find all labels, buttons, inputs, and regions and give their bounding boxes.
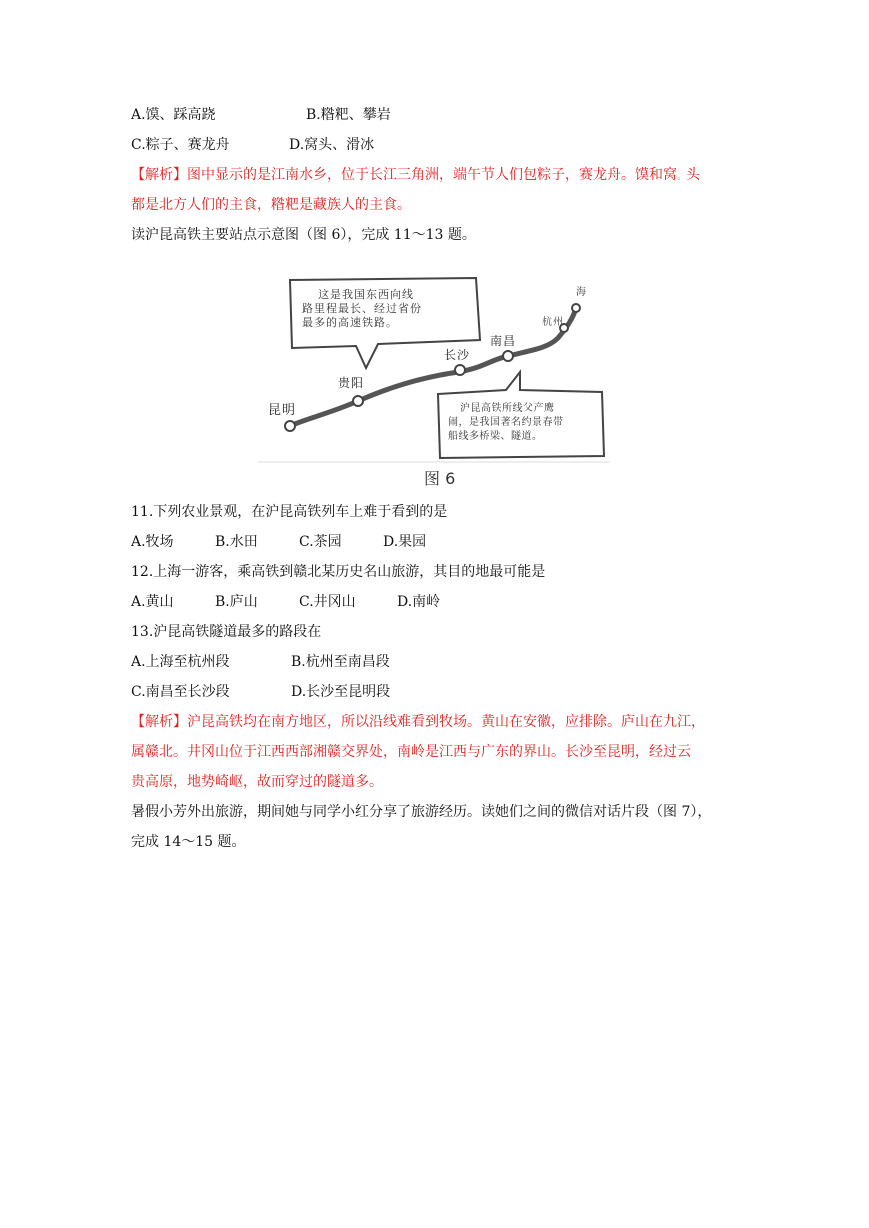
station-nanchang-dot <box>503 351 513 361</box>
analysis-1-line-2: 都是北方人们的主食，糌粑是藏族人的主食。 <box>131 197 411 213</box>
q10-option-a: A.馍、踩高跷 <box>131 107 216 123</box>
figure-caption: 图 6 <box>424 469 456 488</box>
analysis-label: 【解析】 <box>131 167 187 183</box>
q12-option-d: D.南岭 <box>397 594 441 610</box>
analysis-text: 图中显示的是江南水乡，位于长江三角洲，端午节人们包粽子，赛龙舟。馍和窝 <box>187 167 677 183</box>
q10-option-d: D.窝头、滑冰 <box>289 137 375 153</box>
station-shanghai-label: 海 <box>576 287 587 298</box>
q12-option-c: C.井冈山 <box>299 594 356 610</box>
bubble-bottom-line-1: 沪昆高铁所线父产鹰 <box>460 403 555 414</box>
analysis-dot: 。 <box>677 172 687 182</box>
q11-option-a: A.牧场 <box>131 534 174 550</box>
q12-option-b: B.庐山 <box>215 594 258 610</box>
bubble-top-text <box>302 288 478 330</box>
q13-option-a: A.上海至杭州段 <box>131 654 230 670</box>
station-kunming-dot <box>285 421 295 431</box>
q11-option-d: D.果园 <box>383 534 427 550</box>
station-changsha-label: 长沙 <box>444 348 471 362</box>
station-changsha-dot <box>455 365 465 375</box>
analysis-2-line-2: 属赣北。井冈山位于江西西部湘赣交界处，南岭是江西与广东的界山。长沙至昆明，经过云 <box>131 744 691 760</box>
intro-q11-13: 读沪昆高铁主要站点示意图（图 6），完成 11～13 题。 <box>131 227 476 243</box>
q10-option-c: C.粽子、赛龙舟 <box>131 137 230 153</box>
bubble-top-line-2: 路里程最长、经过省份 <box>302 302 422 315</box>
station-shanghai-dot <box>572 304 580 312</box>
q11-option-b: B.水田 <box>215 534 258 550</box>
station-hangzhou-label: 杭州 <box>542 317 564 328</box>
bubble-bottom-text <box>448 402 600 444</box>
q11-option-c: C.茶园 <box>299 534 342 550</box>
bubble-bottom-line-3: 船线多桥梁、隧道。 <box>448 431 543 442</box>
analysis-2-line-1 <box>131 713 705 731</box>
q13-option-d: D.长沙至昆明段 <box>291 684 391 700</box>
figure-6-map <box>258 268 610 490</box>
q12-stem: 12.上海一游客，乘高铁到赣北某历史名山旅游，其目的地最可能是 <box>131 564 546 580</box>
intro-q14-15-line-1: 暑假小芳外出旅游，期间她与同学小红分享了旅游经历。读她们之间的微信对话片段（图 7）， <box>131 804 712 820</box>
analysis-2-line-3: 贵高原，地势崎岖，故而穿过的隧道多。 <box>131 774 383 790</box>
q11-stem: 11.下列农业景观，在沪昆高铁列车上难于看到的是 <box>131 504 448 520</box>
intro-q14-15-line-2: 完成 14～15 题。 <box>131 834 246 850</box>
analysis-2-text: 沪昆高铁均在南方地区，所以沿线难看到牧场。黄山在安徽，应排除。庐山在九江， <box>187 714 705 730</box>
q10-option-b: B.糌粑、攀岩 <box>306 107 391 123</box>
q12-option-a: A.黄山 <box>131 594 174 610</box>
bubble-bottom-line-2: 闹，是我国著名约景春带 <box>448 417 564 428</box>
station-kunming-label: 昆明 <box>268 403 297 418</box>
q13-stem: 13.沪昆高铁隧道最多的路段在 <box>131 624 322 640</box>
bubble-top-line-1: 这是我国东西向线 <box>318 288 414 301</box>
bubble-top-line-3: 最多的高速铁路。 <box>302 316 398 329</box>
q13-option-b: B.杭州至南昌段 <box>291 654 390 670</box>
station-guiyang-label: 贵阳 <box>338 376 365 390</box>
station-guiyang-dot <box>353 396 363 406</box>
analysis-2-label: 【解析】 <box>131 714 187 730</box>
q13-option-c: C.南昌至长沙段 <box>131 684 230 700</box>
analysis-1-line-1 <box>131 166 700 186</box>
station-nanchang-label: 南昌 <box>490 334 517 348</box>
analysis-text-end: 头 <box>686 167 701 183</box>
